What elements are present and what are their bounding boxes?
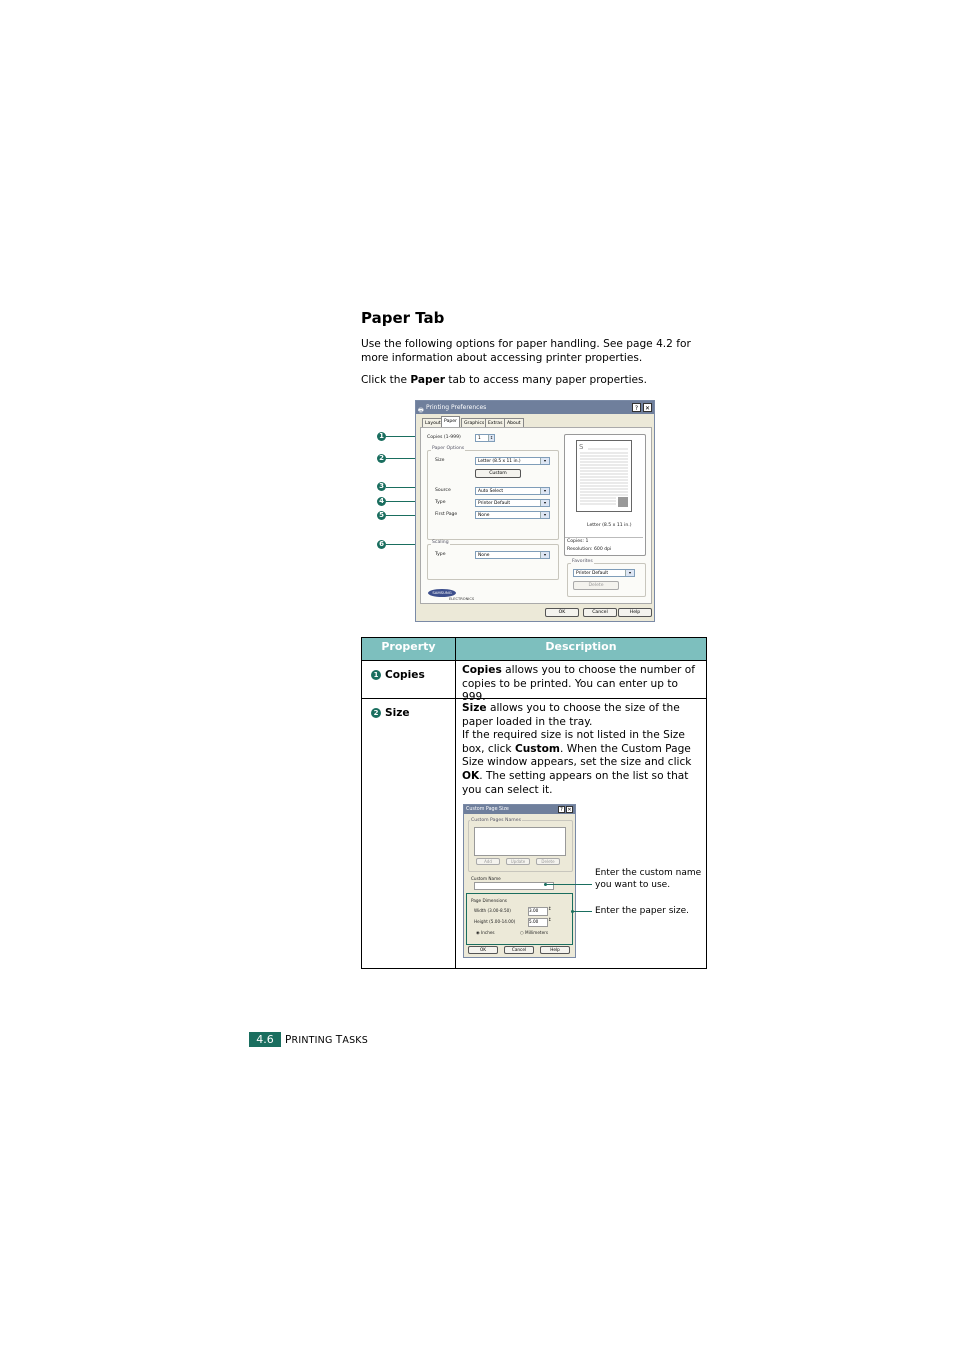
width-input[interactable]: 3.00 bbox=[528, 907, 548, 916]
custom-button[interactable]: Custom bbox=[475, 469, 521, 478]
chevron-down-icon[interactable]: ▾ bbox=[625, 570, 634, 576]
tab-about[interactable]: About bbox=[504, 418, 524, 428]
scaling-type-select[interactable] bbox=[475, 551, 550, 559]
instruction-bold: Paper bbox=[410, 374, 445, 386]
desc-bold: Copies bbox=[462, 664, 502, 676]
help-title-button[interactable]: ? bbox=[558, 806, 565, 813]
instruction-prefix: Click the bbox=[361, 374, 411, 386]
svg-text:S: S bbox=[579, 443, 584, 451]
delete-button[interactable]: Delete bbox=[536, 858, 560, 865]
callout-5: 5 bbox=[377, 511, 386, 520]
help-button[interactable]: Help bbox=[618, 608, 652, 617]
note-paper-size: Enter the paper size. bbox=[595, 906, 689, 916]
radio-selected-icon[interactable]: ◉ bbox=[476, 930, 480, 935]
callout-6: 6 bbox=[377, 540, 386, 549]
mm-label: Millimeters bbox=[525, 930, 549, 935]
section-rest: RINTING bbox=[291, 1035, 336, 1046]
close-title-button[interactable]: ✕ bbox=[644, 405, 651, 412]
custom-name-label: Custom Name bbox=[471, 876, 501, 881]
inches-label: Inches bbox=[481, 930, 495, 935]
property-label: Size bbox=[385, 707, 410, 719]
description-size bbox=[462, 702, 702, 797]
dialog-titlebar bbox=[416, 401, 654, 414]
paper-options-title: Paper Options bbox=[432, 446, 465, 451]
preview-divider bbox=[565, 537, 643, 538]
section-title bbox=[285, 1034, 368, 1046]
chevron-down-icon[interactable]: ▾ bbox=[540, 488, 549, 494]
preview-resolution: Resolution: 600 dpi bbox=[567, 547, 612, 552]
printer-icon: 🖶 bbox=[418, 407, 424, 414]
paper-tab-panel bbox=[420, 427, 652, 604]
close-title-button[interactable]: ✕ bbox=[567, 807, 572, 813]
scaling-type-label: Type bbox=[435, 552, 446, 557]
printing-preferences-dialog bbox=[415, 400, 655, 622]
scaling-type-value: None bbox=[478, 553, 490, 558]
intro-paragraph: Use the following options for paper handling. See page 4.2 for more information about accessing printer properties. bbox=[361, 338, 691, 364]
row-number-badge: 1 bbox=[371, 670, 381, 680]
preview-caption: Letter (8.5 x 11 in.) bbox=[587, 523, 632, 528]
callout-2: 2 bbox=[377, 454, 386, 463]
desc-bold: OK bbox=[462, 769, 480, 782]
radio-empty-icon[interactable]: ○ bbox=[520, 930, 524, 935]
custom-page-size-dialog bbox=[463, 804, 576, 958]
tab-graphics[interactable]: Graphics bbox=[461, 418, 487, 428]
help-title-button[interactable]: ? bbox=[632, 403, 641, 412]
inches-radio[interactable] bbox=[476, 930, 495, 935]
size-label: Size bbox=[435, 458, 445, 463]
desc-text: If the required size is not listed in the Size box, click bbox=[462, 729, 685, 755]
cancel-button[interactable]: Cancel bbox=[504, 946, 534, 954]
chevron-down-icon[interactable]: ▾ bbox=[540, 552, 549, 558]
custom-name-input[interactable] bbox=[474, 882, 554, 890]
custom-names-list[interactable] bbox=[474, 827, 566, 856]
note-connector-1 bbox=[546, 884, 592, 885]
desc-bold: Custom bbox=[514, 742, 560, 755]
description-copies bbox=[462, 664, 702, 705]
copies-value: 1 bbox=[478, 436, 481, 441]
property-size bbox=[371, 707, 410, 719]
width-label: Width (3.00-8.50) bbox=[474, 908, 511, 913]
chevron-down-icon[interactable]: ▾ bbox=[540, 512, 549, 518]
samsung-logo: SAMSUNG bbox=[428, 589, 456, 597]
source-label: Source bbox=[435, 488, 451, 493]
chevron-down-icon[interactable]: ▾ bbox=[540, 458, 549, 464]
table-header-property: Property bbox=[362, 638, 455, 661]
preview-copies: Copies: 1 bbox=[567, 539, 589, 544]
type-value: Printer Default bbox=[478, 501, 511, 506]
section-initial: T bbox=[335, 1034, 343, 1046]
property-copies bbox=[371, 669, 425, 681]
table-column-divider bbox=[455, 638, 456, 968]
section-initial: P bbox=[285, 1034, 292, 1046]
ok-button[interactable]: OK bbox=[468, 946, 498, 954]
delete-favorite-button[interactable]: Delete bbox=[573, 581, 619, 590]
add-button[interactable]: Add bbox=[476, 858, 500, 865]
row-number-badge: 2 bbox=[371, 708, 381, 718]
copies-spinner[interactable] bbox=[475, 434, 495, 442]
height-spinner-icon[interactable]: ↕ bbox=[548, 918, 552, 923]
height-input[interactable]: 5.00 bbox=[528, 918, 548, 927]
dialog-title: Printing Preferences bbox=[426, 404, 487, 411]
callout-4: 4 bbox=[377, 497, 386, 506]
samsung-logo-sub: ELECTRONICS bbox=[449, 597, 475, 601]
table-header-description: Description bbox=[456, 638, 706, 661]
help-button[interactable]: Help bbox=[540, 946, 570, 954]
ok-button[interactable]: OK bbox=[545, 608, 579, 617]
desc-text: . The setting appears on the list so that you can select it. bbox=[462, 769, 689, 796]
note-custom-name: Enter the custom name you want to use. bbox=[595, 868, 702, 890]
page-dimensions-title: Page Dimensions bbox=[471, 898, 507, 903]
update-button[interactable]: Update bbox=[506, 858, 530, 865]
source-value: Auto Select bbox=[478, 489, 504, 494]
cancel-button[interactable]: Cancel bbox=[583, 608, 617, 617]
first-page-label: First Page bbox=[435, 512, 458, 517]
property-label: Copies bbox=[385, 669, 425, 681]
custom-dialog-titlebar bbox=[464, 805, 575, 814]
note-connector-2 bbox=[573, 911, 592, 912]
scaling-title: Scaling bbox=[432, 540, 449, 545]
first-page-select[interactable] bbox=[475, 511, 550, 519]
favorites-title: Favorites bbox=[572, 559, 593, 564]
custom-dialog-title: Custom Page Size bbox=[466, 807, 509, 812]
callout-3: 3 bbox=[377, 482, 386, 491]
width-spinner-icon[interactable]: ↕ bbox=[548, 907, 552, 912]
custom-names-title: Custom Pages Names bbox=[471, 818, 521, 823]
desc-bold: Size bbox=[462, 702, 487, 714]
desc-text: allows you to choose the number of copies to be printed. You can enter up to 999. bbox=[462, 664, 695, 704]
tab-layout[interactable]: Layout bbox=[422, 418, 444, 428]
desc-text: allows you to choose the size of the paper loaded in the tray. bbox=[462, 702, 680, 728]
instruction-paragraph bbox=[361, 374, 711, 388]
section-rest: ASKS bbox=[342, 1035, 368, 1046]
first-page-value: None bbox=[478, 513, 490, 518]
millimeters-radio[interactable] bbox=[520, 930, 548, 935]
desc-text: . When the Custom Page Size window appears, set the size and click bbox=[462, 742, 692, 769]
chevron-down-icon[interactable]: ▾ bbox=[540, 500, 549, 506]
favorites-value: Printer Default bbox=[576, 571, 609, 576]
page-number: 4.6 bbox=[249, 1032, 281, 1047]
copies-label: Copies (1-999) bbox=[427, 435, 461, 440]
type-select[interactable] bbox=[475, 499, 550, 507]
tab-extras[interactable]: Extras bbox=[485, 418, 506, 428]
size-value: Letter (8.5 x 11 in.) bbox=[478, 459, 521, 464]
tab-paper[interactable]: Paper bbox=[441, 416, 460, 428]
height-label: Height (5.00-14.00) bbox=[474, 919, 516, 924]
instruction-suffix: tab to access many paper properties. bbox=[445, 374, 647, 386]
spinner-arrows-icon[interactable]: ↕ bbox=[489, 435, 494, 440]
type-label: Type bbox=[435, 500, 446, 505]
favorites-select[interactable] bbox=[573, 569, 635, 577]
source-select[interactable] bbox=[475, 487, 550, 495]
page-heading: Paper Tab bbox=[361, 309, 445, 327]
page-preview-image bbox=[576, 440, 632, 512]
callout-1: 1 bbox=[377, 432, 386, 441]
scaling-group bbox=[427, 544, 559, 580]
size-select[interactable] bbox=[475, 457, 550, 465]
